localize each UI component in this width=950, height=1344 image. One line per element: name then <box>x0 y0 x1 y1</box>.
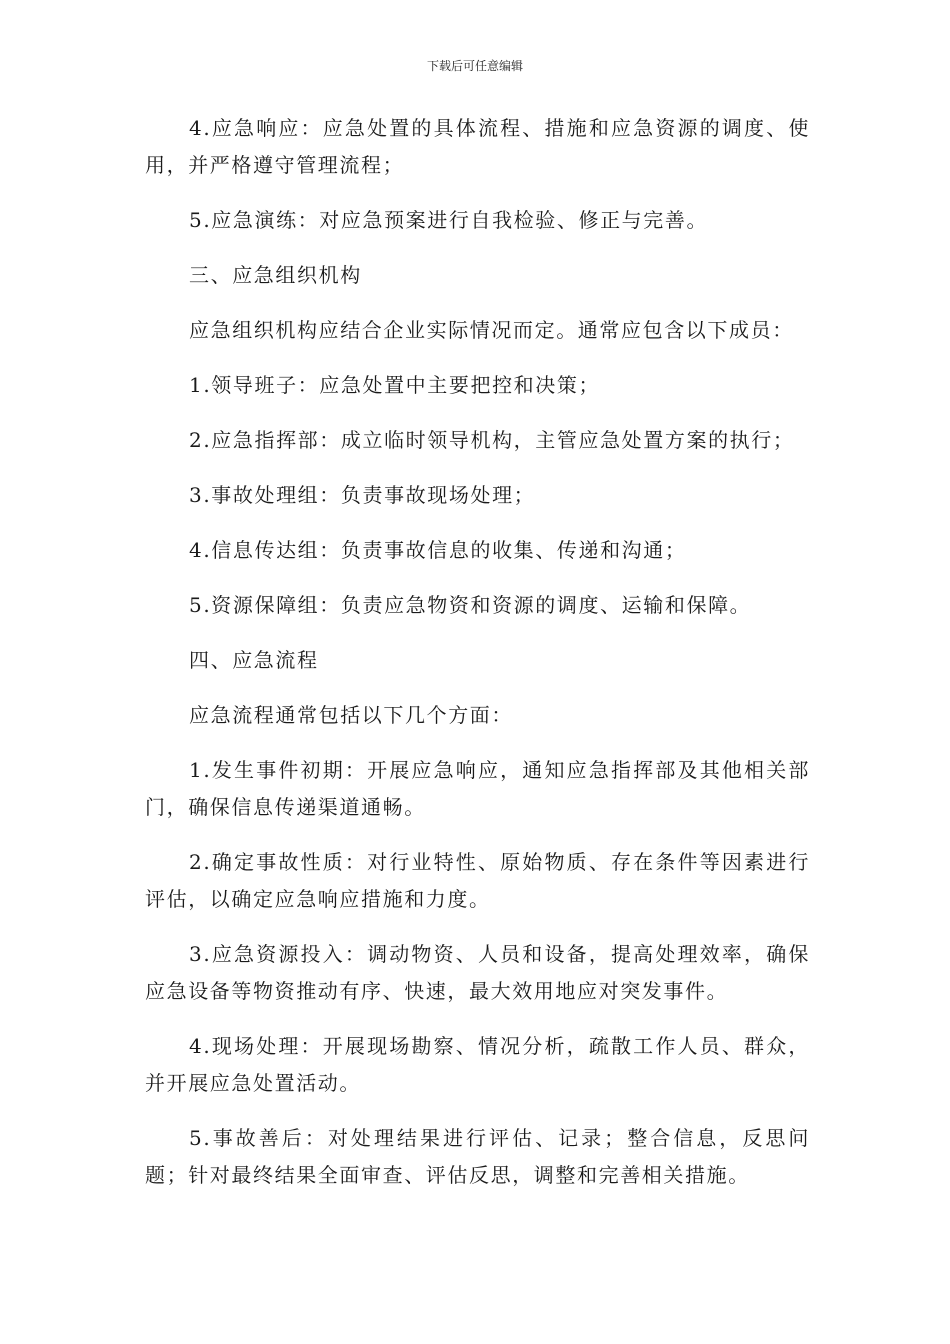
paragraph-organization-intro: 应急组织机构应结合企业实际情况而定。通常应包含以下成员： <box>189 318 794 342</box>
list-item-resource-input: 3.应急资源投入：调动物资、人员和设备，提高处理效率，确保应急设备等物资推动有序、快速，最大效用地应对突发事件。 <box>145 942 810 1003</box>
paragraph-emergency-drill: 5.应急演练：对应急预案进行自我检验、修正与完善。 <box>189 208 709 232</box>
list-item-resources: 5.资源保障组：负责应急物资和资源的调度、运输和保障。 <box>189 593 752 617</box>
paragraph-process-intro: 应急流程通常包括以下几个方面： <box>189 703 513 727</box>
list-item-aftermath: 5.事故善后：对处理结果进行评估、记录；整合信息，反思问题；针对最终结果全面审查、评估反思，调整和完善相关措施。 <box>145 1126 810 1187</box>
section-heading-organization: 三、应急组织机构 <box>189 263 362 287</box>
list-item-onsite-handling: 4.现场处理：开展现场勘察、情况分析，疏散工作人员、群众，并开展应急处置活动。 <box>145 1034 810 1095</box>
list-item-command: 2.应急指挥部：成立临时领导机构，主管应急处置方案的执行； <box>189 428 795 452</box>
list-item-leadership: 1.领导班子：应急处置中主要把控和决策； <box>189 373 601 397</box>
list-item-initial-stage: 1.发生事件初期：开展应急响应，通知应急指挥部及其他相关部门，确保信息传递渠道通畅。 <box>145 758 810 819</box>
list-item-determine-nature: 2.确定事故性质：对行业特性、原始物质、存在条件等因素进行评估，以确定应急响应措施和力度。 <box>145 850 810 911</box>
list-item-information: 4.信息传达组：负责事故信息的收集、传递和沟通； <box>189 538 687 562</box>
list-item-accident-handling: 3.事故处理组：负责事故现场处理； <box>189 483 536 507</box>
document-body <box>145 110 810 1212</box>
section-heading-process: 四、应急流程 <box>189 648 319 672</box>
page-header: 下载后可任意编辑 <box>426 59 523 73</box>
paragraph-emergency-response: 4.应急响应：应急处置的具体流程、措施和应急资源的调度、使用，并严格遵守管理流程； <box>145 116 810 177</box>
